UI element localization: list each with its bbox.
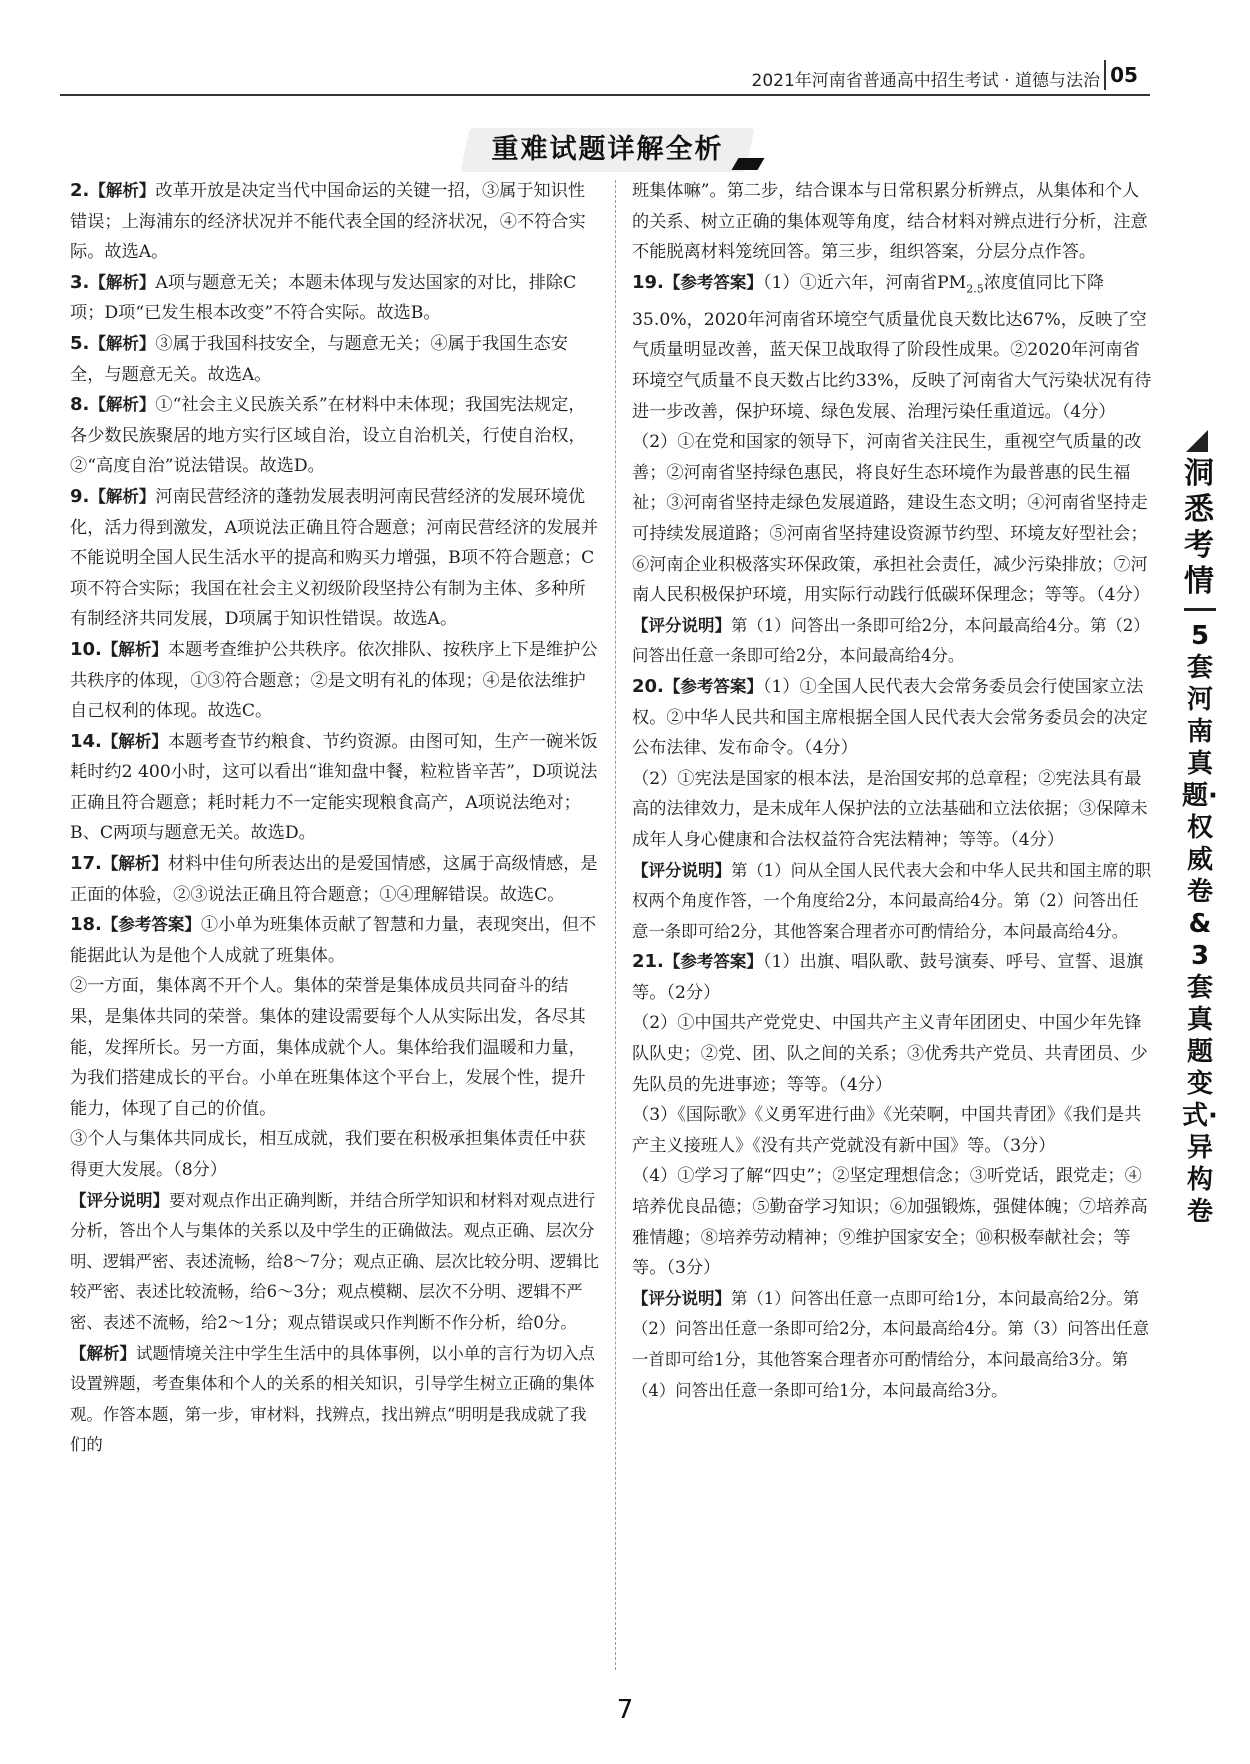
answer-q9: 9.【解析】河南民营经济的蓬勃发展表明河南民营经济的发展环境优化，活力得到激发，A项说法正确且符合题意；河南民营经济的发展并不能说明全国人民生活水平的提高和购买力增强，B项不符合题意；C项不符合实际；我国在社会主义初级阶段坚持公有制为主体、多种所有制经济共同发展，D项属于知识性错误。故选A。 — [70, 485, 599, 630]
answer-q2: 2.【解析】改革开放是决定当代中国命运的关键一招，③属于知识性错误；上海浦东的经济状况并不能代表全国的经济状况，④不符合实际。故选A。 — [70, 180, 586, 263]
header-title: 2021年河南省普通高中招生考试 · 道德与法治 — [751, 71, 1100, 91]
answer-q18: 18.【参考答案】①小单为班集体贡献了智慧和力量，表现突出，但不能据此认为是他个人成就了班集体。 — [70, 914, 597, 966]
side-tab-subtitle: 5套河南真题·权威卷&3套真题变式·异构卷 — [1182, 621, 1218, 1227]
column-divider — [615, 180, 616, 1670]
answer-q20-score: 【评分说明】第（1）问从全国人民代表大会和中华人民共和国主席的职权两个角度作答，一个角度给2分，本问最高给4分。第（2）问答出任意一条即可给2分，其他答案合理者亦可酌情给分，本问最高给4分。 — [632, 860, 1152, 941]
answer-q19: 19.【参考答案】（1）①近六年，河南省$PM_{2.5}$浓度值同比下降35.0%，2020年河南省环境空气质量优良天数比达67%，反映了空气质量明显改善，蓝天保卫战取得了阶段性成果。②2020年河南省环境空气质量不良天数占比约33%，反映了河南省大气污染状况有待进一步改善，保护环境、绿色发展、治理污染任重道远。（4分） — [632, 271, 1152, 422]
answer-q18-analysis: 【解析】试题情境关注中学生生活中的具体事例，以小单的言行为切入点设置辨题，考查集体和个人的关系的相关知识，引导学生树立正确的集体观。作答本题，第一步，审材料，找辨点，找出辨点“明明是我成就了我们的 — [70, 1343, 595, 1455]
answer-q19-score: 【评分说明】第（1）问答出一条即可给2分，本问最高给4分。第（2）问答出任意一条即可给2分，本问最高给4分。 — [632, 615, 1150, 666]
section-banner-title: 重难试题详解全析 — [491, 134, 724, 165]
answer-q18-continued: 班集体嘛”。第二步，结合课本与日常积累分析辨点，从集体和个人的关系、树立正确的集体观等角度，结合材料对辨点进行分析，注意不能脱离材料笼统回答。第三步，组织答案，分层分点作答。 — [632, 181, 1148, 263]
answer-q20-p2: （2）①宪法是国家的根本法，是治国安邦的总章程；②宪法具有最高的法律效力，是未成年人保护法的立法基础和立法依据；③保障未成年人身心健康和合法权益符合宪法精神；等等。（4分） — [632, 768, 1148, 850]
header-page-code: 05 — [1104, 60, 1142, 90]
answer-q17: 17.【解析】材料中佳句所表达出的是爱国情感，这属于高级情感，是正面的体验，②③说法正确且符合题意；①④理解错误。故选C。 — [70, 853, 598, 905]
answer-q21-score: 【评分说明】第（1）问答出任意一点即可给1分，本问最高给2分。第（2）问答出任意一条即可给2分，本问最高给4分。第（3）问答出任意一首即可给1分，其他答案合理者亦可酌情给分，本问最高给3分。第（4）问答出任意一条即可给1分，本问最高给3分。 — [632, 1288, 1150, 1400]
answer-q18-p3: ③个人与集体共同成长，相互成就，我们要在积极承担集体责任中获得更大发展。（8分） — [70, 1129, 586, 1180]
side-tab-divider — [1184, 608, 1216, 611]
answer-q19-p2: （2）①在党和国家的领导下，河南省关注民生，重视空气质量的改善；②河南省坚持绿色惠民，将良好生态环境作为最普惠的民生福祉；③河南省坚持走绿色发展道路，建设生态文明；④河南省坚持走可持续发展道路；⑤河南省坚持建设资源节约型、环境友好型社会；⑥河南企业积极落实环保政策，承担社会责任，减少污染排放；⑦河南人民积极保护环境，用实际行动践行低碳环保理念；等等。（4分） — [632, 432, 1150, 606]
answer-q3: 3.【解析】A项与题意无关；本题未体现与发达国家的对比，排除C项；D项“已发生根本改变”不符合实际。故选B。 — [70, 271, 577, 324]
answer-q21-p2: （2）①中国共产党党史、中国共产主义青年团团史、中国少年先锋队队史；②党、团、队之间的关系；③优秀共产党员、共青团员、少先队员的先进事迹；等等。（4分） — [632, 1013, 1148, 1095]
answer-q20: 20.【参考答案】（1）①全国人民代表大会常务委员会行使国家立法权。②中华人民共和国主席根据全国人民代表大会常务委员会的决定公布法律、发布命令。（4分） — [632, 675, 1148, 759]
header-rule — [60, 94, 1150, 96]
left-column — [70, 176, 600, 1461]
answer-q5: 5.【解析】③属于我国科技安全，与题意无关；④属于我国生态安全，与题意无关。故选A。 — [70, 332, 568, 385]
page-header — [0, 58, 1250, 94]
answer-q21-p4: （4）①学习了解“四史”；②坚定理想信念；③听党话，跟党走；④培养优良品德；⑤勤奋学习知识；⑥加强锻炼，强健体魄；⑦培养高雅情趣；⑧培养劳动精神；⑨维护国家安全；⑩积极奉献社会；等等。（3分） — [632, 1166, 1148, 1279]
side-tab-title: 洞悉考情 — [1184, 456, 1214, 599]
answer-q18-score: 【评分说明】要对观点作出正确判断，并结合所学知识和材料对观点进行分析，答出个人与集体的关系以及中学生的正确做法。观点正确、层次分明、逻辑严密、表述流畅，给8～7分；观点正确、层次比较分明、逻辑比较严密、表述比较流畅，给6～3分；观点模糊、层次不分明、逻辑不严密、表述不流畅，给2～1分；观点错误或只作判断不作分析，给0分。 — [70, 1190, 599, 1332]
answer-q8: 8.【解析】①“社会主义民族关系”在材料中未体现；我国宪法规定，各少数民族聚居的地方实行区域自治，设立自治机关，行使自治权，②“高度自治”说法错误。故选D。 — [70, 394, 586, 477]
answer-q10: 10.【解析】本题考查维护公共秩序。依次排队、按秩序上下是维护公共秩序的体现，①③符合题意；②是文明有礼的体现；④是依法维护自己权利的体现。故选C。 — [70, 638, 598, 722]
answer-q14: 14.【解析】本题考查节约粮食、节约资源。由图可知，生产一碗米饭耗时约2 400小时，这可以看出“谁知盘中餐，粒粒皆辛苦”，D项说法正确且符合题意；耗时耗力不一定能实现粮食高产，A项说法绝对；B、C两项与题意无关。故选D。 — [70, 730, 598, 844]
answer-q21-p3: （3）《国际歌》《义勇军进行曲》《光荣啊，中国共青团》《我们是共产主义接班人》《没有共产党就没有新中国》等。（3分） — [632, 1105, 1142, 1156]
page-number: 7 — [616, 1695, 634, 1725]
answer-q18-p2: ②一方面，集体离不开个人。集体的荣誉是集体成员共同奋斗的结果，是集体共同的荣誉。集体的建设需要每个人从实际出发，各尽其能，发挥所长。另一方面，集体成就个人。集体给我们温暖和力量，为我们搭建成长的平台。小单在班集体这个平台上，发展个性，提升能力，体现了自己的价值。 — [70, 976, 586, 1119]
side-tab — [1172, 430, 1228, 1550]
answer-q21: 21.【参考答案】（1）出旗、唱队歌、鼓号演奏、呼号、宣誓、退旗等。（2分） — [632, 951, 1144, 1003]
triangle-icon — [1186, 430, 1208, 452]
right-column — [632, 176, 1154, 1406]
